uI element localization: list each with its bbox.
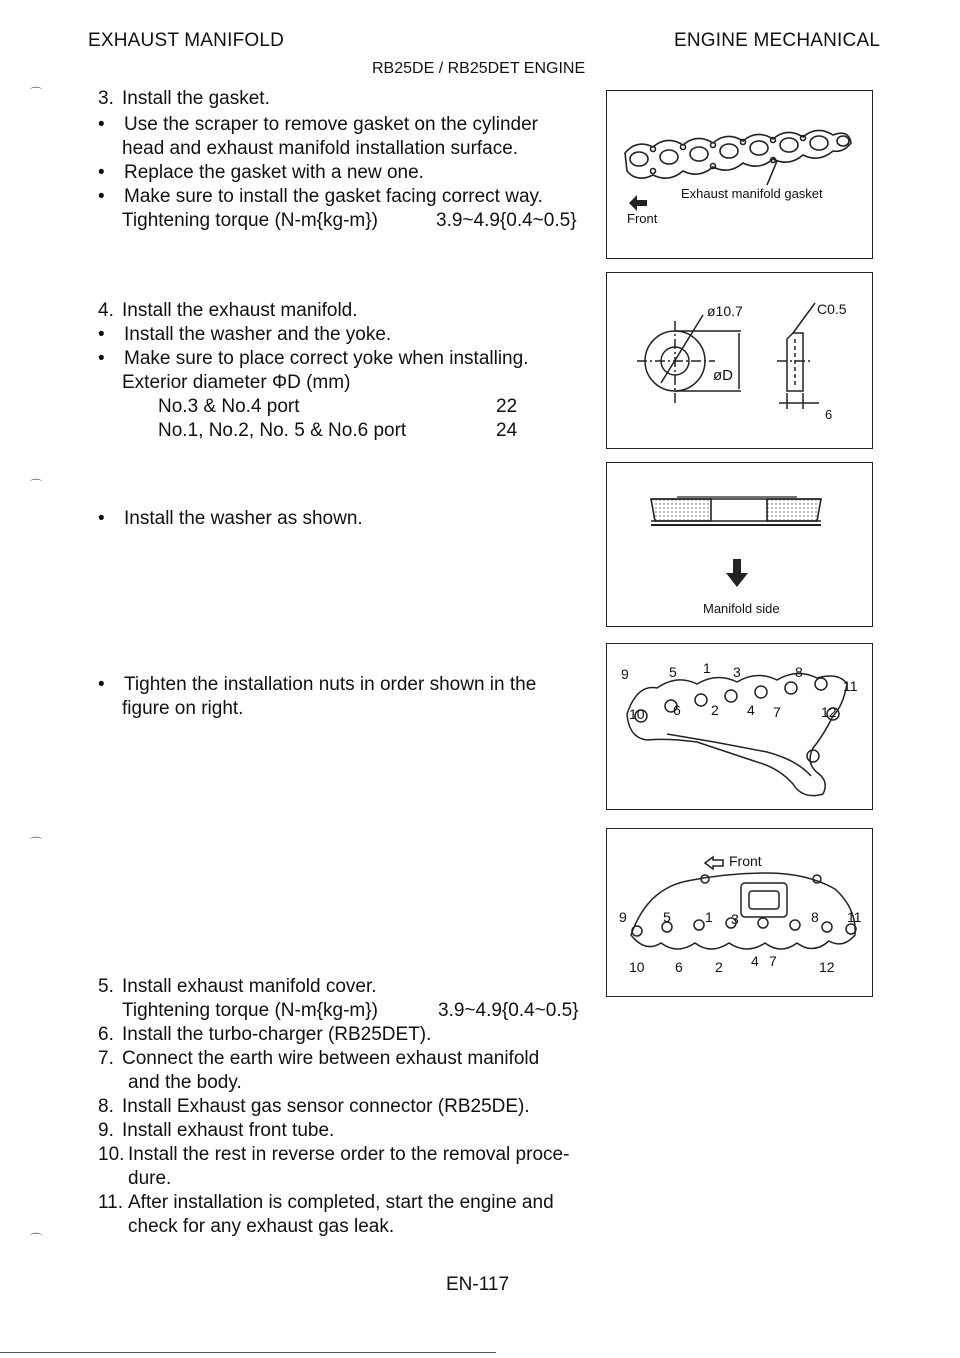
order-label-5: 5 [669,664,677,680]
order-label-12: 12 [821,704,837,720]
bullet-dot: • [98,114,105,135]
bullet-dot: • [98,674,105,695]
page-number: EN-117 [446,1274,510,1295]
chamfer-label: C0.5 [817,301,847,317]
cover-label-12: 12 [819,959,835,975]
diameter-row-port: No.3 & No.4 port [158,396,300,417]
washer-bullet [96,506,363,532]
step-text: Install Exhaust gas sensor connector (RB25DE). [122,1096,530,1117]
cover-label-1: 1 [705,909,713,925]
cover-order-figure [606,828,873,997]
bullet-dot: • [98,162,105,183]
cover-label-7: 7 [769,953,777,969]
step4-bullet1 [96,322,391,348]
bullet-text: Make sure to install the gasket facing correct way. [124,186,543,207]
step10 [98,1142,569,1168]
washer-figure [606,462,873,627]
bullet-text: Tighten the installation nuts in order shown in the [124,674,537,695]
step8 [98,1094,530,1120]
tighten-bullet-cont: figure on right. [122,698,244,719]
step5 [98,974,377,1000]
thickness-label: 6 [825,407,833,422]
step-number: 10. [98,1144,125,1165]
order-label-6: 6 [673,702,681,718]
cover-label-6: 6 [675,959,683,975]
margin-mark: ⌒ [30,478,43,492]
order-label-11: 11 [843,678,858,694]
cover-label-8: 8 [811,909,819,925]
order-label-10: 10 [629,706,645,722]
step-text: Install the gasket. [122,88,270,109]
step11 [98,1190,554,1216]
margin-mark: ⌒ [30,86,43,100]
diameter-label: Exterior diameter ΦD (mm) [122,372,351,393]
header-subtitle: RB25DE / RB25DET ENGINE [372,60,586,77]
step-number: 8. [98,1096,114,1117]
diameter-row-value: 22 [496,396,518,417]
gasket-figure [606,90,873,259]
cover-label-2: 2 [715,959,723,975]
step-text: Install the exhaust manifold. [122,300,358,321]
header-left: EXHAUST MANIFOLD [88,30,285,51]
yoke-figure [606,272,873,449]
step-number: 11. [98,1192,124,1213]
bullet-dot: • [98,348,105,369]
step-text: Install the turbo-charger (RB25DET). [122,1024,432,1045]
gasket-drawing [607,91,872,258]
order-label-8: 8 [795,664,803,680]
bullet-dot: • [98,324,105,345]
step3-bullet1-cont: head and exhaust manifold installation surface. [122,138,519,159]
diameter-row-value: 24 [496,420,518,441]
step-text: Install exhaust manifold cover. [122,976,377,997]
step7-cont: and the body. [128,1072,242,1093]
step5-torque-value: 3.9~4.9{0.4~0.5} [438,1000,579,1021]
step5-torque-label: Tightening torque (N-m{kg-m}) [122,1000,378,1021]
bullet-dot: • [98,508,105,529]
step7 [98,1046,539,1072]
cover-label-5: 5 [663,909,671,925]
od-label: øD [713,367,733,384]
diameter-10-7-label: ø10.7 [707,303,743,319]
bullet-dot: • [98,186,105,207]
step9 [98,1118,334,1144]
yoke-drawing [607,273,872,448]
front-label: Front [729,853,762,869]
order-label-7: 7 [773,704,781,720]
order-label-2: 2 [711,702,719,718]
step-text: Install the rest in reverse order to the removal proce- [128,1144,570,1165]
order-label-3: 3 [733,664,741,680]
step10-cont: dure. [128,1168,172,1189]
bullet-text: Use the scraper to remove gasket on the cylinder [124,114,538,135]
bullet-text: Install the washer and the yoke. [124,324,392,345]
gasket-caption: Exhaust manifold gasket [681,186,823,201]
step6 [98,1022,431,1048]
step3-bullet1 [96,112,538,138]
step-text: Install exhaust front tube. [122,1120,335,1141]
step3-title [98,86,270,112]
step3-bullet3 [96,184,543,210]
order-label-4: 4 [747,702,755,718]
tighten-bullet [96,672,536,698]
diameter-row-port: No.1, No.2, No. 5 & No.6 port [158,420,407,441]
step-number: 6. [98,1024,114,1045]
cover-label-10: 10 [629,959,645,975]
step4-bullet2 [96,346,528,372]
margin-mark: ⌒ [30,1232,43,1246]
step-number: 4. [98,300,114,321]
step-number: 7. [98,1048,114,1069]
step-number: 5. [98,976,114,997]
step3-bullet2 [96,160,424,186]
manifold-side-label: Manifold side [703,601,780,616]
order-label-9: 9 [621,666,629,682]
step3-torque-value: 3.9~4.9{0.4~0.5} [436,210,577,231]
cover-label-3: 3 [731,911,739,927]
step4-title [98,298,358,324]
cover-label-9: 9 [619,909,627,925]
step3-torque-label: Tightening torque (N-m{kg-m}) [122,210,378,231]
cover-label-4: 4 [751,953,759,969]
tightening-order-figure [606,643,873,810]
bullet-text: Make sure to place correct yoke when installing. [124,348,529,369]
step-number: 9. [98,1120,114,1141]
margin-mark: ⌒ [30,836,43,850]
cover-label-11: 11 [847,909,862,925]
step11-cont: check for any exhaust gas leak. [128,1216,395,1237]
header-right: ENGINE MECHANICAL [674,30,881,51]
front-label: Front [627,211,658,226]
bullet-text: Replace the gasket with a new one. [124,162,424,183]
footer-rule [0,1352,496,1353]
bullet-text: Install the washer as shown. [124,508,363,529]
order-label-1: 1 [703,660,711,676]
step-text: Connect the earth wire between exhaust manifold [122,1048,540,1069]
step-number: 3. [98,88,114,109]
step-text: After installation is completed, start the engine and [128,1192,554,1213]
